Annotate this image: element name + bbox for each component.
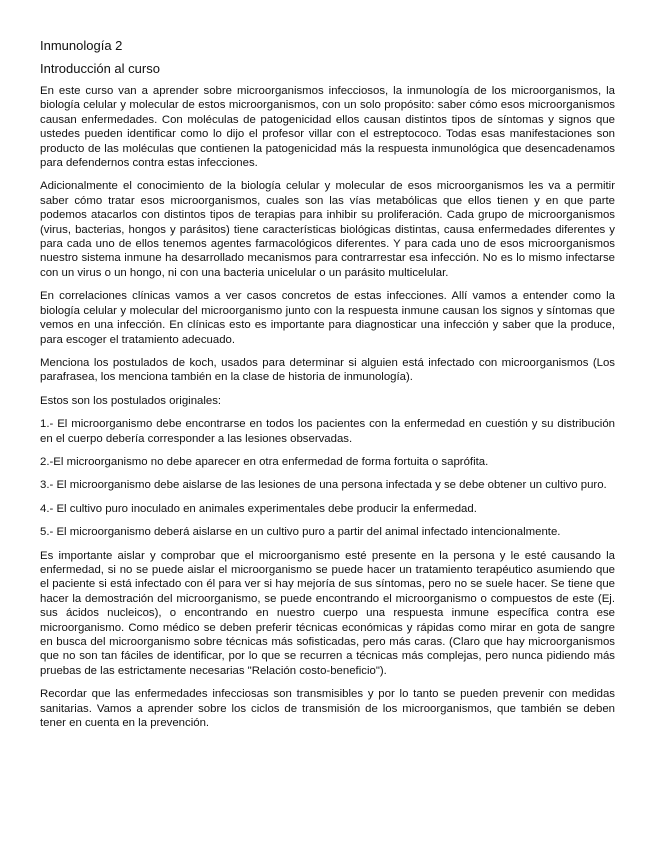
paragraph-clinical: En correlaciones clínicas vamos a ver casos concretos de estas infecciones. Allí vamos a entender como la biología celular y molecular del microorganismo junto con la respuesta inmune causan los signos y síntomas que vemos en una infección. En clínicas esto es importante para diagnosticar una infección y saber que la produce, para escoger el tratamiento adecuado. bbox=[40, 290, 615, 346]
postulate-3: 3.- El microorganismo debe aislarse de las lesiones de una persona infectada y se debe obtener un cultivo puro. bbox=[40, 479, 607, 492]
document-title: Inmunología 2 bbox=[40, 38, 123, 53]
paragraph-biology: Adicionalmente el conocimiento de la biología celular y molecular de esos microorganismos les va a permitir saber cómo tratar esos microorganismos, cuales son las vías metabólicas que ellos tienen y en que parte podemos atacarlos con distintos tipos de terapias para inhibir su proliferación. Cada grupo de microorganismos (virus, bacterias, hongos y parásitos) tiene características biológicas distintas, causa enfermedades diferentes y para cada uno de ellos tenemos agentes farmacológicos diferentes. Y para cada uno de esos microorganismos nuestro sistema inmune ha desarrollado mecanismos para contrarrestar esa infección. No es lo mismo infectarse con un virus o un hongo, ni con una bacteria unicelular o un parásito multicelular. bbox=[40, 180, 615, 279]
document-subtitle: Introducción al curso bbox=[40, 61, 160, 76]
postulate-1: 1.- El microorganismo debe encontrarse en todos los pacientes con la enfermedad en cuestión y su distribución en el cuerpo debería corresponder a las lesiones observadas. bbox=[40, 418, 615, 445]
paragraph-prevention: Recordar que las enfermedades infecciosas son transmisibles y por lo tanto se pueden prevenir con medidas sanitarias. Vamos a aprender sobre los ciclos de transmisión de los microorganismos, que también se deben tener en cuenta en la prevención. bbox=[40, 688, 615, 730]
paragraph-intro: En este curso van a aprender sobre microorganismos infecciosos, la inmunología de los microorganismos, la biología celular y molecular de estos microorganismos, con un solo propósito: saber cómo esos microorganismos causan enfermedades. Con moléculas de patogenicidad ellos causan distintos tipos de síntomas y signos que ustedes pueden identificar como lo dijo el profesor villar con el estreptococo. Todas esas manifestaciones son producto de las moléculas que contienen la patogenicidad más la respuesta inmunológica que desencadenamos para defendernos contra estas infecciones. bbox=[40, 85, 615, 170]
postulate-4: 4.- El cultivo puro inoculado en animales experimentales debe producir la enfermedad. bbox=[40, 502, 477, 515]
postulate-2: 2.-El microorganismo no debe aparecer en otra enfermedad de forma fortuita o saprófita. bbox=[40, 455, 489, 468]
paragraph-postulates-intro: Estos son los postulados originales: bbox=[40, 394, 222, 407]
postulate-5: 5.- El microorganismo deberá aislarse en un cultivo puro a partir del animal infectado intencionalmente. bbox=[40, 526, 561, 539]
paragraph-isolation: Es importante aislar y comprobar que el microorganismo esté presente en la persona y le esté causando la enfermedad, si no se puede aislar el microorganismo se puede hacer un tratamiento terapéutico asumiendo que el paciente si está infectado con él para ver si hay mejoría de sus síntomas, pero no se suele hacer. Se tiene que hacer la demostración del microorganismo, se puede encontrando el microorganismo o compuestos de este (Ej. sus ácidos nucleicos), o encontrando en nuestro cuerpo una respuesta inmune específica contra ese microorganismo. Como médico se deben preferir técnicas económicas y rápidas como mirar en gota de sangre en busca del microorganismo sobre técnicas más sofisticadas, pero más caras. (Claro que hay microorganismos que no son tan fáciles de identificar, por lo que se recurren a técnicas más complejas, pero nunca pidiendo más pruebas de las estrictamente necesarias "Relación costo-beneficio"). bbox=[40, 549, 615, 677]
paragraph-koch: Menciona los postulados de koch, usados para determinar si alguien está infectado con microorganismos (Los parafrasea, los menciona también en la clase de historia de inmunología). bbox=[40, 356, 615, 384]
